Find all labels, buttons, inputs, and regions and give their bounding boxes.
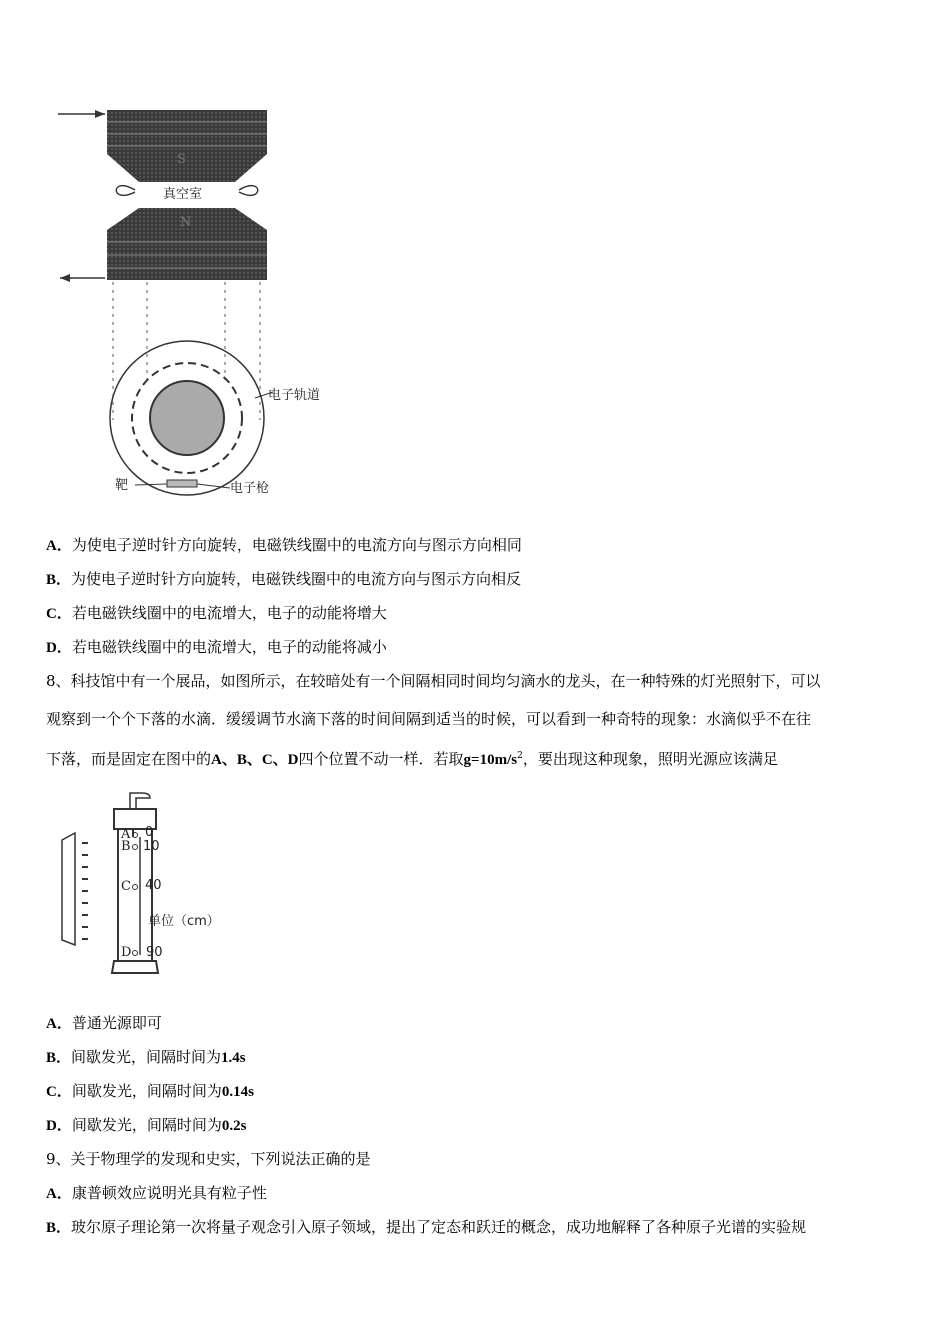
- electron-gun-label: 电子枪: [230, 481, 270, 496]
- option-text: 间歇发光，间隔时间为: [71, 1116, 222, 1134]
- betatron-diagram: [55, 100, 355, 500]
- option-text: 间歇发光，间隔时间为: [71, 1082, 222, 1100]
- option-letter: D．: [46, 640, 72, 656]
- drop-c-label: C: [121, 879, 131, 894]
- stem-text: ，要出现这种现象，照明光源应该满足: [522, 750, 778, 768]
- option-letter: A．: [46, 1186, 72, 1202]
- q9-stem: 9、关于物理学的发现和史实，下列说法正确的是: [46, 1150, 371, 1168]
- stem-positions: A、B、C、D: [211, 752, 299, 768]
- unit-label: 单位（cm）: [148, 914, 220, 929]
- option-value: 1.4s: [221, 1050, 246, 1066]
- dripping-tube-figure: [50, 785, 250, 980]
- option-text: 康普顿效应说明光具有粒子性: [71, 1184, 267, 1202]
- option-text: 若电磁铁线圈中的电流增大，电子的动能将增大: [71, 604, 387, 622]
- option-text: 若电磁铁线圈中的电流增大，电子的动能将减小: [71, 638, 387, 656]
- option-letter: D．: [46, 1118, 72, 1134]
- betatron-figure: [55, 100, 355, 500]
- target-label: 靶: [115, 478, 129, 493]
- q8-option-b: [46, 1047, 246, 1068]
- option-letter: A．: [46, 538, 72, 554]
- option-letter: B．: [46, 1220, 72, 1236]
- option-value: 0.2s: [221, 1118, 247, 1134]
- scale-0-label: 0: [145, 825, 154, 840]
- stem-text: 下落，而是固定在图中的: [46, 750, 212, 768]
- stem-gravity: g=10m/s: [463, 752, 518, 768]
- option-text: 为使电子逆时针方向旋转，电磁铁线圈中的电流方向与图示方向相同: [71, 536, 522, 554]
- vacuum-chamber-label: 真空室: [163, 187, 203, 202]
- option-letter: C．: [46, 1084, 72, 1100]
- q7-option-c: [46, 603, 387, 624]
- option-letter: B．: [46, 1050, 72, 1066]
- q7-option-a: [46, 535, 522, 556]
- scale-10-label: 10: [143, 839, 160, 854]
- option-text: 玻尔原子理论第一次将量子观念引入原子领域，提出了定态和跃迁的概念，成功地解释了各种原子光谱的实验规: [71, 1218, 807, 1236]
- q8-stem-line3: [46, 746, 778, 770]
- q8-stem-line2: 观察到一个个下落的水滴．缓缓调节水滴下落的时间间隔到适当的时候，可以看到一种奇特的现象：水滴似乎不在往: [46, 710, 812, 728]
- q7-option-d: [46, 637, 387, 658]
- option-text: 为使电子逆时针方向旋转，电磁铁线圈中的电流方向与图示方向相反: [71, 570, 522, 588]
- q8-option-c: [46, 1081, 254, 1102]
- q8-stem-line1: 8、科技馆中有一个展品，如图所示，在较暗处有一个间隔相同时间均匀滴水的龙头，在一种特殊的灯光照射下，可以: [46, 672, 821, 690]
- q8-option-a: [46, 1013, 162, 1034]
- q8-option-d: [46, 1115, 246, 1136]
- electron-orbit-label: 电子轨道: [268, 388, 321, 403]
- option-letter: C．: [46, 606, 72, 622]
- option-value: 0.14s: [221, 1084, 254, 1100]
- q9-option-b: [46, 1217, 806, 1238]
- option-text: 普通光源即可: [71, 1014, 162, 1032]
- scale-90-label: 90: [146, 945, 163, 960]
- stem-text: 四个位置不动一样．若取: [298, 750, 464, 768]
- scale-40-label: 40: [145, 878, 162, 893]
- drop-b-label: B: [121, 839, 131, 854]
- s-pole-label: S: [177, 152, 186, 167]
- option-letter: A．: [46, 1016, 72, 1032]
- q7-option-b: [46, 569, 521, 590]
- option-letter: B．: [46, 572, 72, 588]
- drop-a-label: A: [121, 827, 131, 842]
- option-text: 间歇发光，间隔时间为: [71, 1048, 222, 1066]
- drop-d-label: D: [121, 945, 132, 960]
- stem-exponent: 2: [517, 751, 523, 761]
- n-pole-label: N: [180, 215, 192, 230]
- q9-option-a: [46, 1183, 267, 1204]
